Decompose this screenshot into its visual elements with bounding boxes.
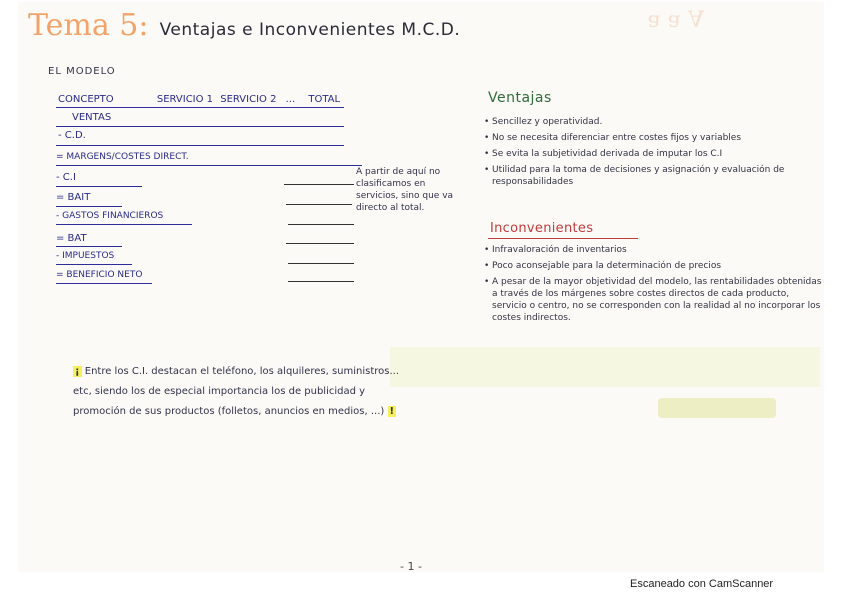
side-note: A partir de aquí no clasificamos en servicios, sino que va directo al total. [356, 167, 454, 213]
ventajas-heading: Ventajas [488, 90, 552, 106]
bleed-through-ghost-text: Ɐ ɐ ɐ [648, 8, 705, 33]
bottom-note-text: Entre los C.I. destacan el teléfono, los alquileres, suministros... etc, siendo los de especial importancia los de publicidad y promoción de sus productos (folletos, anuncios en medios, ...) [73, 366, 400, 417]
list-item: • Se evita la subjetividad derivada de imputar los C.I [484, 148, 824, 160]
exclamation-open-mark: ¡ [75, 366, 80, 377]
row-ci: - C.I [56, 172, 76, 183]
scanned-page [18, 2, 824, 572]
list-item: • Infravaloración de inventarios [484, 244, 824, 256]
row-impuestos: - IMPUESTOS [56, 251, 115, 261]
col-total: TOTAL [308, 94, 341, 105]
col-ellipsis: ... [285, 94, 296, 105]
scanner-watermark: Escaneado con CamScanner [630, 578, 774, 590]
inconvenientes-heading: Inconvenientes [490, 221, 594, 236]
row-rule [56, 186, 142, 187]
page-title [28, 8, 460, 43]
row-cd: - C.D. [58, 130, 86, 141]
row-rule [56, 224, 192, 225]
total-line [286, 243, 354, 244]
modelo-label: EL MODELO [48, 66, 116, 77]
row-ventas: VENTAS [72, 112, 112, 123]
row-rule [56, 126, 344, 127]
highlight-smudge [658, 398, 776, 418]
tema-heading: Tema 5: [28, 8, 149, 43]
row-rule [56, 145, 344, 146]
row-gastos-financieros: - GASTOS FINANCIEROS [56, 211, 164, 221]
total-line [286, 204, 352, 205]
row-bait: = BAIT [56, 192, 91, 203]
row-rule [56, 264, 132, 265]
inconvenientes-list [484, 244, 824, 328]
row-rule [56, 283, 152, 284]
header-rule [56, 107, 344, 108]
row-rule [56, 206, 122, 207]
list-item: • Sencillez y operatividad. [484, 116, 824, 128]
row-rule [56, 246, 122, 247]
total-line [288, 263, 354, 264]
col-concepto: CONCEPTO [58, 94, 114, 105]
inconvenientes-underline [488, 238, 638, 239]
highlight-bleed [390, 347, 820, 387]
row-margens: = MARGENS/COSTES DIRECT. [56, 152, 189, 162]
ventajas-list [484, 116, 824, 192]
col-servicio-1: SERVICIO 1 [156, 94, 214, 105]
col-servicio-2: SERVICIO 2 [220, 94, 277, 105]
tema-subtitle: Ventajas e Inconvenientes M.C.D. [159, 20, 461, 40]
total-line [288, 224, 354, 225]
row-rule [56, 165, 362, 166]
list-item: • A pesar de la mayor objetividad del modelo, las rentabilidades obtenidas a través de los márgenes sobre costes directos de cada producto, servicio o centro, no se corresponden con la realidad al no incorporar los costes indirectos. [484, 276, 824, 324]
page-number: - 1 - [400, 560, 422, 573]
total-line [288, 281, 354, 282]
row-beneficio-neto: = BENEFICIO NETO [56, 270, 143, 280]
row-bat: = BAT [56, 233, 87, 244]
model-table-header [58, 94, 354, 105]
bottom-note [73, 362, 418, 422]
list-item: • No se necesita diferenciar entre costes fijos y variables [484, 132, 824, 144]
exclamation-close-mark: ! [389, 406, 395, 417]
list-item: • Poco aconsejable para la determinación de precios [484, 260, 824, 272]
total-line [284, 184, 354, 185]
list-item: • Utilidad para la toma de decisiones y asignación y evaluación de responsabilidades [484, 164, 824, 188]
